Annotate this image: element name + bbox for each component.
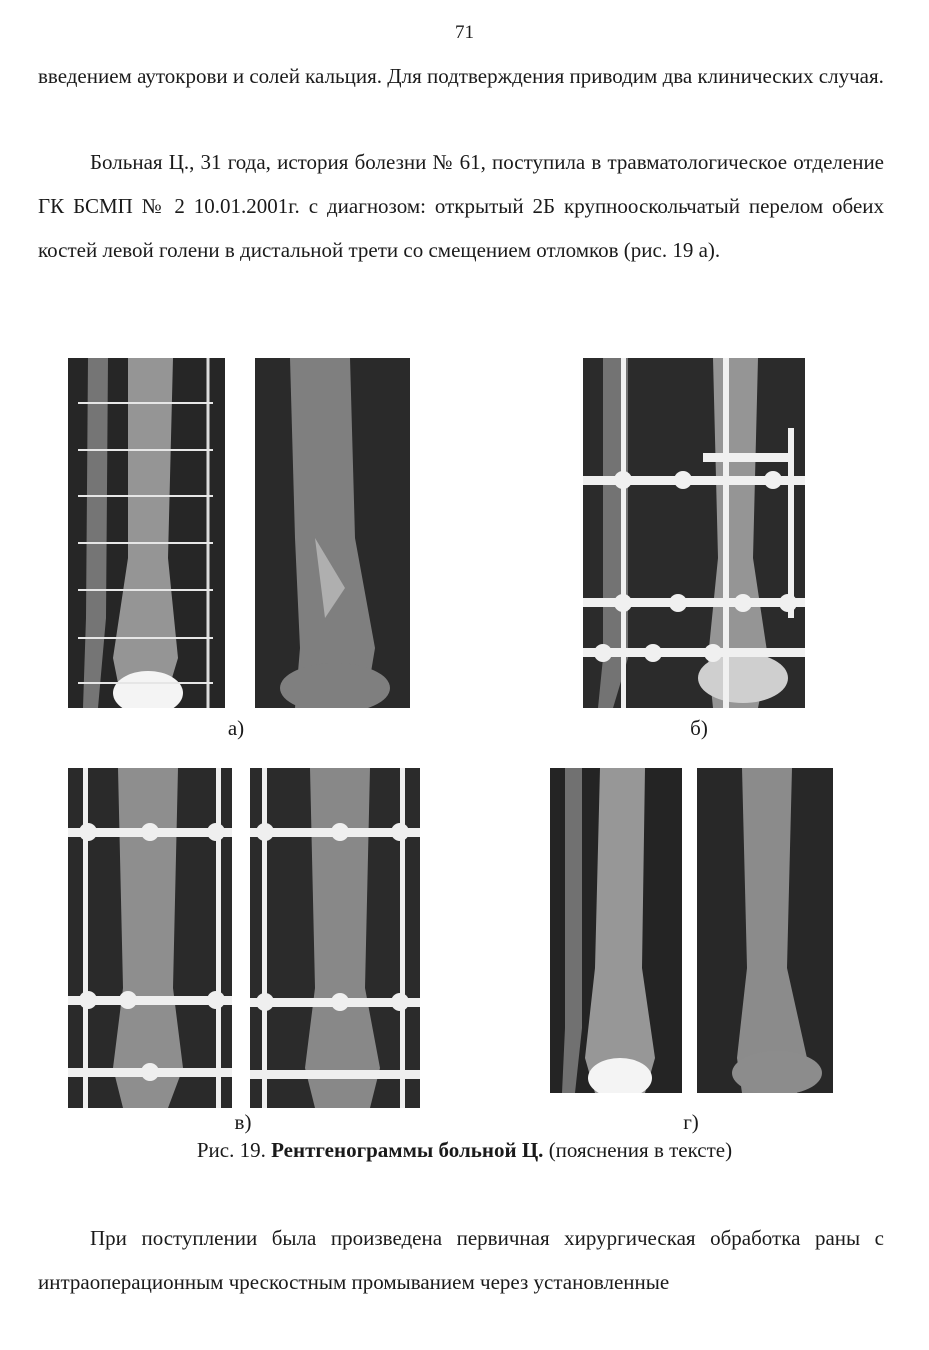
- panel-label-v: в): [234, 1110, 252, 1134]
- xray-g-lateral-healed: [697, 768, 833, 1093]
- xray-v-front-fixator: [68, 768, 232, 1108]
- xray-g-front-healed: [550, 768, 682, 1093]
- paragraph-intro: введением аутокрови и солей кальция. Для подтверждения приводим два клинических случая.: [38, 64, 884, 88]
- panel-label-a: а): [227, 716, 245, 740]
- caption-suffix: (пояснения в тексте): [548, 1138, 733, 1162]
- panel-label-b: б): [690, 716, 708, 740]
- xray-b-fixator: [583, 358, 805, 708]
- xray-a-lateral: [255, 358, 410, 708]
- panel-label-g: г): [683, 1110, 699, 1134]
- paragraph-case-description: Больная Ц., 31 года, история болезни № 61, поступила в травматологическое отделение ГК БСМП № 2 10.01.2001г. с диагнозом: открытый 2Б крупнооскольчатый перелом обеих костей левой голени в дистальной трети со смещением отломков (рис. 19 а).: [38, 150, 884, 262]
- caption-title: Рентгенограммы больной Ц.: [271, 1138, 544, 1162]
- page-number: 71: [455, 22, 474, 43]
- xray-a-front: [68, 358, 225, 708]
- figure-caption: [0, 1138, 929, 1163]
- paragraph-treatment: При поступлении была произведена первичная хирургическая обработка раны с интраоперационным чрескостным промыванием через установленные: [38, 1226, 884, 1294]
- caption-prefix: Рис. 19.: [196, 1138, 266, 1162]
- xray-v-lateral-fixator: [250, 768, 420, 1108]
